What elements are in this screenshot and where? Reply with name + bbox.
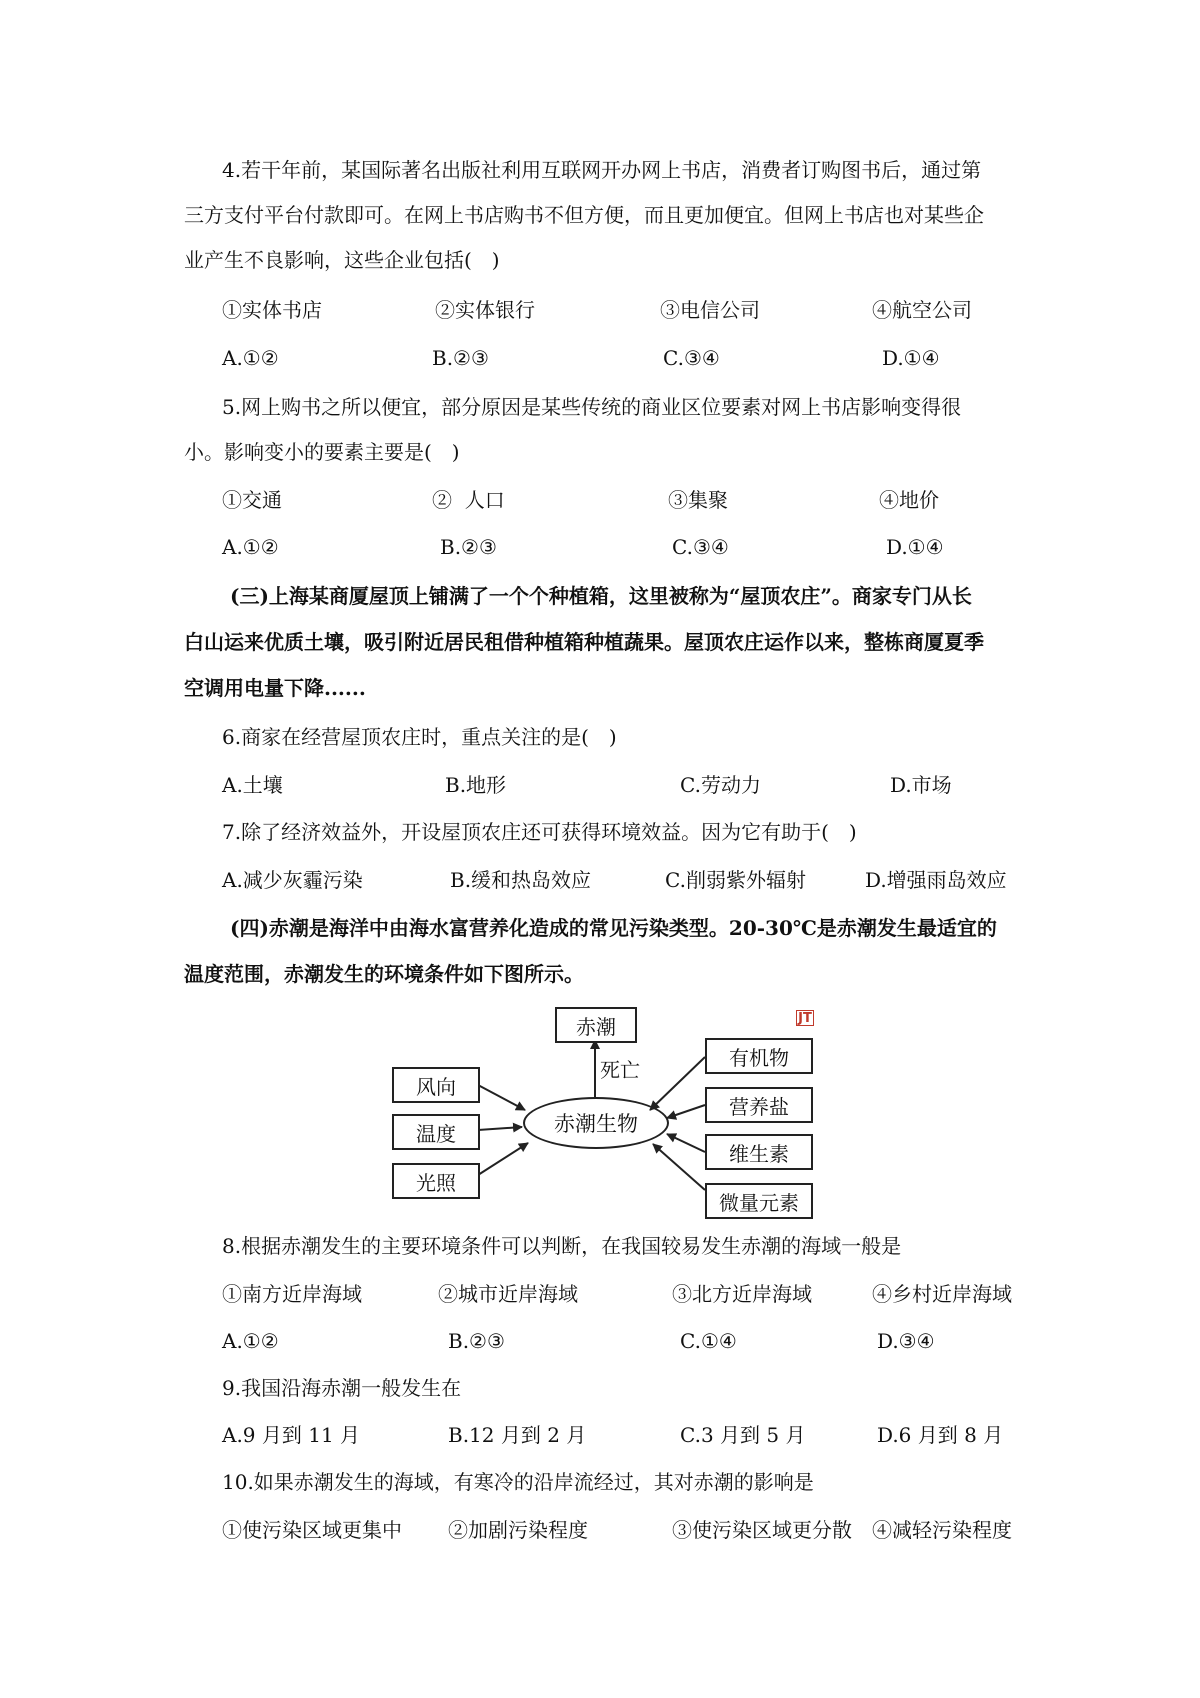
diagram-box-red-tide: 赤潮 (555, 1007, 637, 1043)
section4-line-1: (四)赤潮是海洋中由海水富营养化造成的常见污染类型。20-30℃是赤潮发生最适宜的 (230, 916, 997, 940)
diagram-box-organic-matter: 有机物 (705, 1038, 813, 1074)
q10-stem: 10.如果赤潮发生的海域，有寒冷的沿岸流经过，其对赤潮的影响是 (222, 1470, 814, 1494)
q8-option-c: C.①④ (680, 1329, 737, 1353)
q7-stem: 7.除了经济效益外，开设屋顶农庄还可获得环境效益。因为它有助于( ) (222, 820, 857, 844)
q4-stem-line-2: 三方支付平台付款即可。在网上书店购书不但方便，而且更加便宜。但网上书店也对某些企 (184, 203, 984, 227)
q5-option-c: C.③④ (672, 535, 729, 559)
q4-option-c: C.③④ (663, 346, 720, 370)
q10-item-2: ②加剧污染程度 (448, 1518, 588, 1542)
diagram-box-nutrient-salt: 营养盐 (705, 1087, 813, 1123)
section4-line-2: 温度范围，赤潮发生的环境条件如下图所示。 (184, 962, 584, 986)
arrow-wind (478, 1085, 525, 1110)
q9-option-d: D.6 月到 8 月 (877, 1423, 1004, 1447)
diagram-center-organism: 赤潮生物 (523, 1097, 669, 1149)
diagram-box-trace-element: 微量元素 (705, 1183, 813, 1219)
q4-item-2: ②实体银行 (435, 298, 535, 322)
q8-item-4: ④乡村近岸海域 (872, 1282, 1012, 1306)
arrow-vitamin (667, 1134, 705, 1152)
diagram-box-light: 光照 (392, 1163, 480, 1199)
diagram-box-temperature: 温度 (392, 1114, 480, 1150)
q6-option-d: D.市场 (890, 773, 952, 797)
arrow-nutrient (667, 1105, 705, 1118)
q8-item-3: ③北方近岸海域 (672, 1282, 812, 1306)
q6-option-a: A.土壤 (222, 773, 283, 797)
arrow-trace (653, 1144, 705, 1190)
section3-line-2: 白山运来优质土壤，吸引附近居民租借种植箱种植蔬果。屋顶农庄运作以来，整栋商厦夏季 (184, 630, 984, 654)
q4-item-1: ①实体书店 (222, 298, 322, 322)
diagram-box-wind: 风向 (392, 1067, 480, 1103)
q4-option-a: A.①② (222, 346, 279, 370)
q5-item-3: ③集聚 (668, 488, 728, 512)
q7-option-d: D.增强雨岛效应 (865, 868, 1007, 892)
q10-item-3: ③使污染区域更分散 (672, 1518, 852, 1542)
q7-option-b: B.缓和热岛效应 (450, 868, 592, 892)
q5-item-2: ② 人口 (432, 488, 505, 512)
q8-item-1: ①南方近岸海域 (222, 1282, 362, 1306)
q5-stem-line-2: 小。影响变小的要素主要是( ) (184, 440, 460, 464)
jt-stamp-icon: JT (796, 1010, 814, 1026)
q4-option-d: D.①④ (882, 346, 940, 370)
q4-option-b: B.②③ (432, 346, 489, 370)
q5-item-1: ①交通 (222, 488, 282, 512)
q9-option-b: B.12 月到 2 月 (448, 1423, 587, 1447)
diagram-box-vitamin: 维生素 (705, 1134, 813, 1170)
arrow-organic (650, 1057, 705, 1110)
q10-item-4: ④减轻污染程度 (872, 1518, 1012, 1542)
q6-option-b: B.地形 (445, 773, 507, 797)
q5-option-b: B.②③ (440, 535, 497, 559)
q8-stem: 8.根据赤潮发生的主要环境条件可以判断，在我国较易发生赤潮的海域一般是 (222, 1234, 902, 1258)
q8-option-a: A.①② (222, 1329, 279, 1353)
q8-option-b: B.②③ (448, 1329, 505, 1353)
q7-option-a: A.减少灰霾污染 (222, 868, 363, 892)
arrow-light (478, 1143, 528, 1175)
q4-item-3: ③电信公司 (660, 298, 760, 322)
q5-item-4: ④地价 (879, 488, 939, 512)
q5-stem-line-1: 5.网上购书之所以便宜，部分原因是某些传统的商业区位要素对网上书店影响变得很 (222, 395, 962, 419)
q4-stem-line-3: 业产生不良影响，这些企业包括( ) (184, 248, 500, 272)
q9-stem: 9.我国沿海赤潮一般发生在 (222, 1376, 462, 1400)
q6-option-c: C.劳动力 (680, 773, 761, 797)
q10-item-1: ①使污染区域更集中 (222, 1518, 402, 1542)
q7-option-c: C.削弱紫外辐射 (665, 868, 806, 892)
q9-option-c: C.3 月到 5 月 (680, 1423, 806, 1447)
diagram-label-death: 死亡 (600, 1058, 640, 1082)
q6-stem: 6.商家在经营屋顶农庄时，重点关注的是( ) (222, 725, 617, 749)
q9-option-a: A.9 月到 11 月 (222, 1423, 361, 1447)
section3-line-3: 空调用电量下降...... (184, 676, 366, 700)
q4-item-4: ④航空公司 (872, 298, 972, 322)
q5-option-d: D.①④ (886, 535, 944, 559)
q8-option-d: D.③④ (877, 1329, 935, 1353)
q8-item-2: ②城市近岸海域 (438, 1282, 578, 1306)
q4-stem-line-1: 4.若干年前，某国际著名出版社利用互联网开办网上书店，消费者订购图书后，通过第 (222, 158, 982, 182)
arrow-temperature (478, 1127, 522, 1130)
q5-option-a: A.①② (222, 535, 279, 559)
section3-line-1: (三)上海某商厦屋顶上铺满了一个个种植箱，这里被称为“屋顶农庄”。商家专门从长 (230, 584, 972, 608)
